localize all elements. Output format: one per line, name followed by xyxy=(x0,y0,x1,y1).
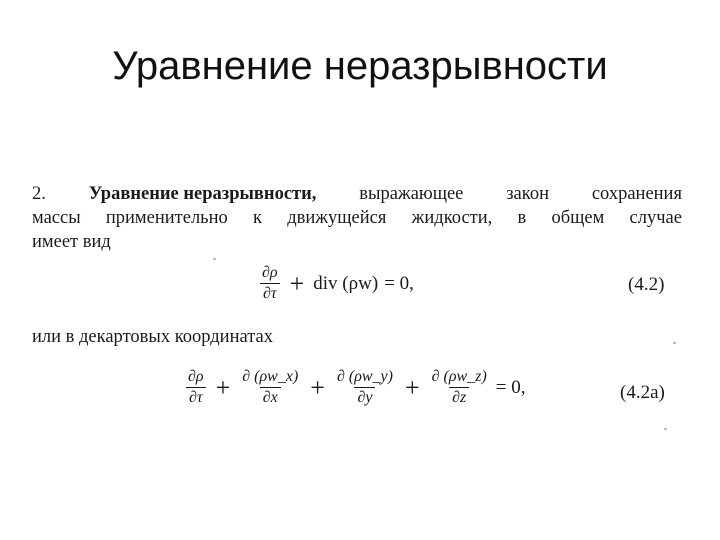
word: имеет xyxy=(32,232,79,252)
divergence-term: div (ρw) xyxy=(313,272,379,294)
word: вид xyxy=(82,232,111,252)
word: сохранения xyxy=(591,184,682,204)
definition-paragraph xyxy=(32,182,682,254)
fraction-numerator: ∂ (ρw_x) xyxy=(242,368,299,385)
word: массы xyxy=(32,208,81,228)
paragraph-line-1 xyxy=(32,182,682,206)
word: закон xyxy=(506,184,549,204)
equation-number: (4.2) xyxy=(628,274,665,295)
paragraph-line-3 xyxy=(32,230,682,254)
fraction-denominator: ∂τ xyxy=(260,283,280,303)
scan-speck xyxy=(213,258,216,260)
x-derivative-fraction xyxy=(239,368,301,407)
plus-sign: + xyxy=(310,372,325,402)
equals-zero: = 0, xyxy=(495,376,526,398)
word: общем xyxy=(551,208,605,228)
scanned-text-fragment xyxy=(28,182,688,432)
paragraph-number: 2. xyxy=(32,184,46,204)
plus-sign: + xyxy=(404,372,420,402)
y-derivative-fraction xyxy=(334,368,396,407)
fraction-numerator: ∂ρ xyxy=(262,264,278,281)
word: в xyxy=(517,208,527,228)
fraction-denominator: ∂τ xyxy=(186,387,206,407)
equals-zero: = 0, xyxy=(384,272,414,294)
fraction-denominator: ∂x xyxy=(260,387,281,407)
fraction-denominator: ∂z xyxy=(449,387,469,407)
word: к xyxy=(252,208,262,228)
paragraph-term: Уравнение неразрывности, xyxy=(88,184,317,204)
equation-4-2a xyxy=(182,368,529,407)
equation-4-2 xyxy=(256,264,417,303)
paragraph-line-2 xyxy=(32,206,682,230)
z-derivative-fraction xyxy=(429,368,490,407)
fraction-numerator: ∂ρ xyxy=(188,368,204,385)
equation-number: (4.2a) xyxy=(620,382,665,403)
slide-title: Уравнение неразрывности xyxy=(112,44,608,88)
fraction-numerator: ∂ (ρw_z) xyxy=(431,368,487,385)
word: случае xyxy=(629,208,682,228)
scan-speck xyxy=(673,342,676,344)
word: выражающее xyxy=(359,184,464,204)
time-derivative-fraction xyxy=(259,264,281,303)
connecting-text: или в декартовых координатах xyxy=(32,327,273,347)
plus-sign: + xyxy=(289,268,305,298)
time-derivative-fraction xyxy=(185,368,207,407)
word: жидкости, xyxy=(411,208,493,228)
plus-sign: + xyxy=(215,372,231,402)
fraction-denominator: ∂y xyxy=(354,387,375,407)
word: применительно xyxy=(105,208,228,228)
fraction-numerator: ∂ (ρw_y) xyxy=(336,368,393,385)
word: движущейся xyxy=(287,208,387,228)
scan-speck xyxy=(664,428,667,430)
